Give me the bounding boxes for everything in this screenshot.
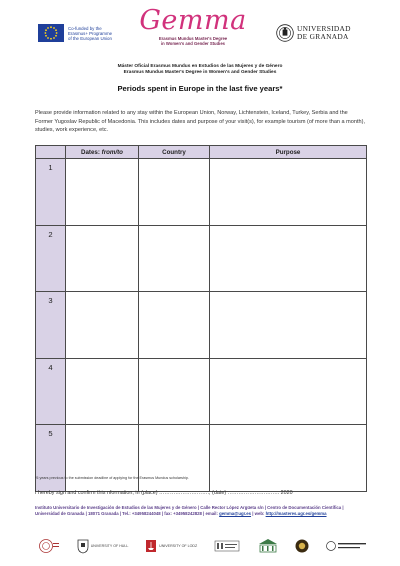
website-link[interactable]: http://masteres.ugr.es/gemma <box>265 511 327 517</box>
ugr-logo-text <box>297 25 351 41</box>
dates-cell[interactable] <box>66 225 139 292</box>
signature-line[interactable]: I hereby sign and confirm this nformation, in (place) ………………………., (date) ……………………….. 2020 <box>35 490 293 496</box>
table-row <box>36 159 367 226</box>
university-building-icon <box>257 537 279 555</box>
periods-table <box>35 145 367 492</box>
page-title: Periods spent in Europe in the last five years* <box>117 84 283 93</box>
eu-logo-text <box>68 26 128 41</box>
partner-logo-4 <box>214 538 240 554</box>
country-cell[interactable] <box>139 358 210 425</box>
university-seal-icon <box>38 538 60 554</box>
hull-logo-text: UNIVERSITY OF HULL <box>90 544 129 548</box>
email-link[interactable]: gemma@ugr.es <box>219 511 252 517</box>
hull-crest-icon <box>77 538 89 554</box>
dates-header-label: Dates: <box>81 148 102 156</box>
footnote: *5 years previous to the submission deadline of applying for the Erasmus Mundus scholarship. <box>35 476 189 480</box>
university-coat-of-arms-icon <box>295 538 309 554</box>
university-wordmark-icon <box>326 539 368 553</box>
university-emblem-icon <box>214 538 240 554</box>
purpose-cell[interactable] <box>210 292 367 359</box>
partner-logo-7 <box>326 539 368 553</box>
eu-flag-icon <box>38 24 64 42</box>
partner-logos <box>38 536 368 556</box>
degree-heading <box>0 64 400 76</box>
ugr-crest-icon <box>276 24 294 42</box>
dates-cell[interactable] <box>66 159 139 226</box>
institution-address <box>35 505 367 518</box>
partner-logo-hull <box>77 538 129 554</box>
table-row <box>36 425 367 492</box>
gemma-logo <box>138 6 248 46</box>
row-number: 1 <box>36 159 66 226</box>
partner-logo-5 <box>257 537 279 555</box>
purpose-column-header: Purpose <box>210 146 367 159</box>
purpose-cell[interactable] <box>210 225 367 292</box>
dates-column-header <box>66 146 139 159</box>
country-cell[interactable] <box>139 425 210 492</box>
country-column-header: Country <box>139 146 210 159</box>
ugr-text-line: UNIVERSIDAD <box>297 24 351 33</box>
partner-logo-lodz <box>145 538 197 554</box>
dates-header-emphasis: from/to <box>101 148 123 156</box>
table-row <box>36 225 367 292</box>
number-column-header <box>36 146 66 159</box>
partner-logo-6 <box>295 538 309 554</box>
table-row <box>36 292 367 359</box>
eu-text-line: of the European Union <box>68 35 112 41</box>
partner-logo-1 <box>38 538 60 554</box>
degree-line-es: Máster Oficial Erasmus Mundus en Estudios de las Mujeres y de Género <box>117 64 283 69</box>
ugr-logo <box>276 24 351 42</box>
country-cell[interactable] <box>139 225 210 292</box>
row-number: 5 <box>36 425 66 492</box>
eu-text-line: Co-funded by the <box>68 25 102 31</box>
purpose-cell[interactable] <box>210 425 367 492</box>
country-cell[interactable] <box>139 292 210 359</box>
eu-logo <box>38 24 128 42</box>
gemma-wordmark: Gemma <box>139 5 247 36</box>
country-cell[interactable] <box>139 159 210 226</box>
table-header-row <box>36 146 367 159</box>
web-label: | web: <box>251 511 266 517</box>
row-number: 4 <box>36 358 66 425</box>
lodz-boat-icon <box>145 538 157 554</box>
gemma-subtitle <box>138 36 248 46</box>
row-number: 2 <box>36 225 66 292</box>
dates-cell[interactable] <box>66 425 139 492</box>
dates-cell[interactable] <box>66 358 139 425</box>
ugr-text-line: DE GRANADA <box>297 32 349 41</box>
address-text: Instituto Universitario de Investigación de Estudios de las Mujeres y de Género | Calle Rector López Argüeta s/n | Centro de Documentación Científica | Universidad de Granada | 18071 Granada | Tel.: +34958244048 | fax: +34958242828 | email: <box>35 505 344 517</box>
eu-text-line: Erasmus+ Programme <box>68 30 113 36</box>
dates-cell[interactable] <box>66 292 139 359</box>
degree-line-en: Erasmus Mundus Master's Degree in Women's and Gender Studies <box>123 70 277 76</box>
table-row <box>36 358 367 425</box>
gemma-sub-line: Erasmus Mundus Master's Degree <box>158 36 228 41</box>
lodz-logo-text: UNIVERSITY OF LODZ <box>159 544 198 548</box>
intro-paragraph: Please provide information related to any stay within the European Union, Norway, Lichtenstein, Iceland, Turkey, Serbia and the Former Yugoslav Republic of Macedonia. This includes dates and purpose of your visit(s), for example tourism (of more than a month), studies, work experience, etc. <box>35 110 365 134</box>
purpose-cell[interactable] <box>210 358 367 425</box>
gemma-sub-line: in Women's and Gender Studies <box>161 41 225 46</box>
header <box>0 0 400 62</box>
purpose-cell[interactable] <box>210 159 367 226</box>
row-number: 3 <box>36 292 66 359</box>
